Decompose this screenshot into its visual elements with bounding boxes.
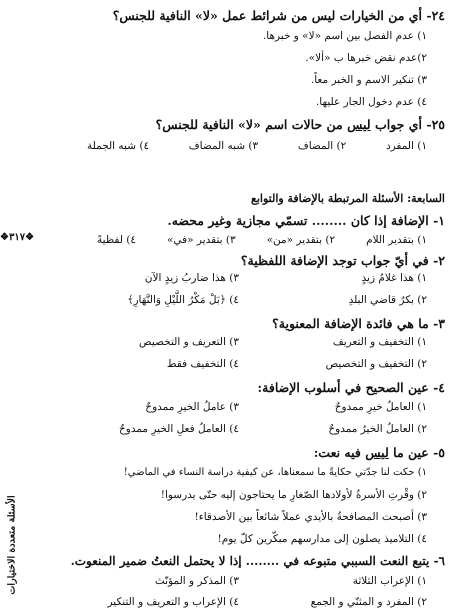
q6-option-2: ٢) المفرد و المثنّي و الجمع (310, 596, 427, 608)
q3-option-2: ٢) التخفيف و التخصيص (325, 358, 427, 370)
q5-stem-part-a: ٥- عين ما (388, 445, 445, 460)
question-1-stem: ١- الإضافة إذا كان ........ تسمّي مجازية وغير محضه. (167, 213, 445, 228)
q1-option-1: ١) بتقدير اللام (366, 234, 427, 246)
q1-option-2: ٢) بتقدير «من» (266, 234, 336, 246)
q24-option-3: ٣) تنكير الاسم و الخبر معاً. (310, 74, 427, 86)
question-2-stem: ٢- في أيّ جواب توجد الإضافة اللفظية؟ (240, 253, 445, 268)
q4-option-2: ٢) العاملُ الخيرُ ممدوحٌ (328, 423, 427, 435)
q24-option-2: ٢)عدم نقض خبرها ب «ألا». (305, 52, 427, 64)
q24-option-4: ٤) عدم دخول الجار عليها. (315, 96, 427, 108)
q2-option-2: ٢) بكرٌ قاضي البلدِ (348, 294, 427, 306)
q4-option-4: ٤) العاملُ فعلِ الخيرِ ممدوحٌ (119, 423, 239, 435)
q5-stem-part-b: فيه نعت: (313, 445, 366, 460)
side-chapter-label (4, 480, 20, 610)
q3-option-4: ٤) التخفيف فقط (166, 358, 239, 370)
question-5-stem (314, 445, 445, 460)
q25-stem-part-a: ٢٥- أي جواب (370, 117, 445, 132)
section-title: السابعة: الأسئلة المرتبطة بالإضافة والتوابع (251, 192, 445, 205)
q4-option-1: ١) العاملُ خيرِ ممدوحٌ (334, 401, 427, 413)
q25-stem-part-b: من حالات اسم «لا» النافية للجنس؟ (155, 117, 348, 132)
q25-option-4: ٤) شبه الجملة (87, 140, 150, 152)
q5-option-4: ٤) التلاميذ يصلون إلى مدارسهم مبكّرين كلّ يوم! (217, 533, 427, 545)
q1-options-row (97, 234, 427, 246)
q25-option-1: ١) المفرد (385, 140, 427, 152)
q4-option-3: ٣) عاملُ الخيرِ ممدوحٌ (145, 401, 239, 413)
question-3-stem: ٣- ما هي فائدة الإضافة المعنوية؟ (272, 316, 445, 331)
q3-option-3: ٣) التعريف و التخصيص (139, 336, 239, 348)
q25-stem-underlined: ليس (347, 117, 371, 132)
q3-option-1: ١) التخفيف و التعريف (332, 336, 427, 348)
question-25-stem (156, 117, 445, 132)
q25-option-3: ٣) شبه المضاف (188, 140, 259, 152)
q5-option-1: ١) حكت لنا جدّتي حكايةً ما سمعناها، عن كيفية دراسة النساء في الماضي! (123, 467, 427, 478)
side-chapter-label-text: الأسئلة متعددة الاختيارات (6, 495, 18, 595)
q6-option-4: ٤) الإعراب و التعريف و التنكير (107, 596, 239, 608)
q2-option-4: ٤) ﴿بَلْ مَكْرُ اللَّيْلِ وَالنَّهَارِ﴾ (127, 294, 239, 306)
q2-option-3: ٣) هذا ضاربُ زيدٍ الآن (144, 272, 239, 284)
page-number: ❖٣١٧❖ (0, 232, 35, 243)
q5-stem-underlined: ليس (365, 445, 389, 460)
q24-option-1: ١) عدم الفصل بين اسم «لا» و خبرها. (262, 30, 427, 42)
question-24-stem: ٢٤- أي من الخيارات ليس من شرائط عمل «لا» النافية للجنس؟ (112, 8, 445, 23)
q6-option-1: ١) الإعراب الثلاثة (352, 575, 427, 587)
q1-option-3: ٣) بتقدير «في» (166, 234, 236, 246)
question-4-stem: ٤- عين الصحيح في أسلوب الإضافة: (257, 380, 445, 395)
q1-option-4: ٤) لفظيةً (97, 234, 137, 246)
q5-option-3: ٣) أصبحت المصافحةُ بالأيدي عملاً شائعاً بين الأصدقاء! (194, 511, 427, 523)
q5-option-2: ٢) وقْرتِ الأسرةُ لأولادها الصّغارِ ما يحتاجون إليه حتّى يدرسوا! (160, 489, 427, 501)
q2-option-1: ١) هذا غلامُ زيدٍ (361, 272, 427, 284)
q6-option-3: ٣) المذكر و المؤنّث (154, 575, 239, 587)
question-6-stem: ٦- يتبع النعت السببي متبوعه في ........ إذا لا يحتمل النعتُ ضمير المنعوت. (70, 554, 445, 568)
q25-option-2: ٢) المضاف (297, 140, 347, 152)
q25-options-row (87, 140, 427, 152)
